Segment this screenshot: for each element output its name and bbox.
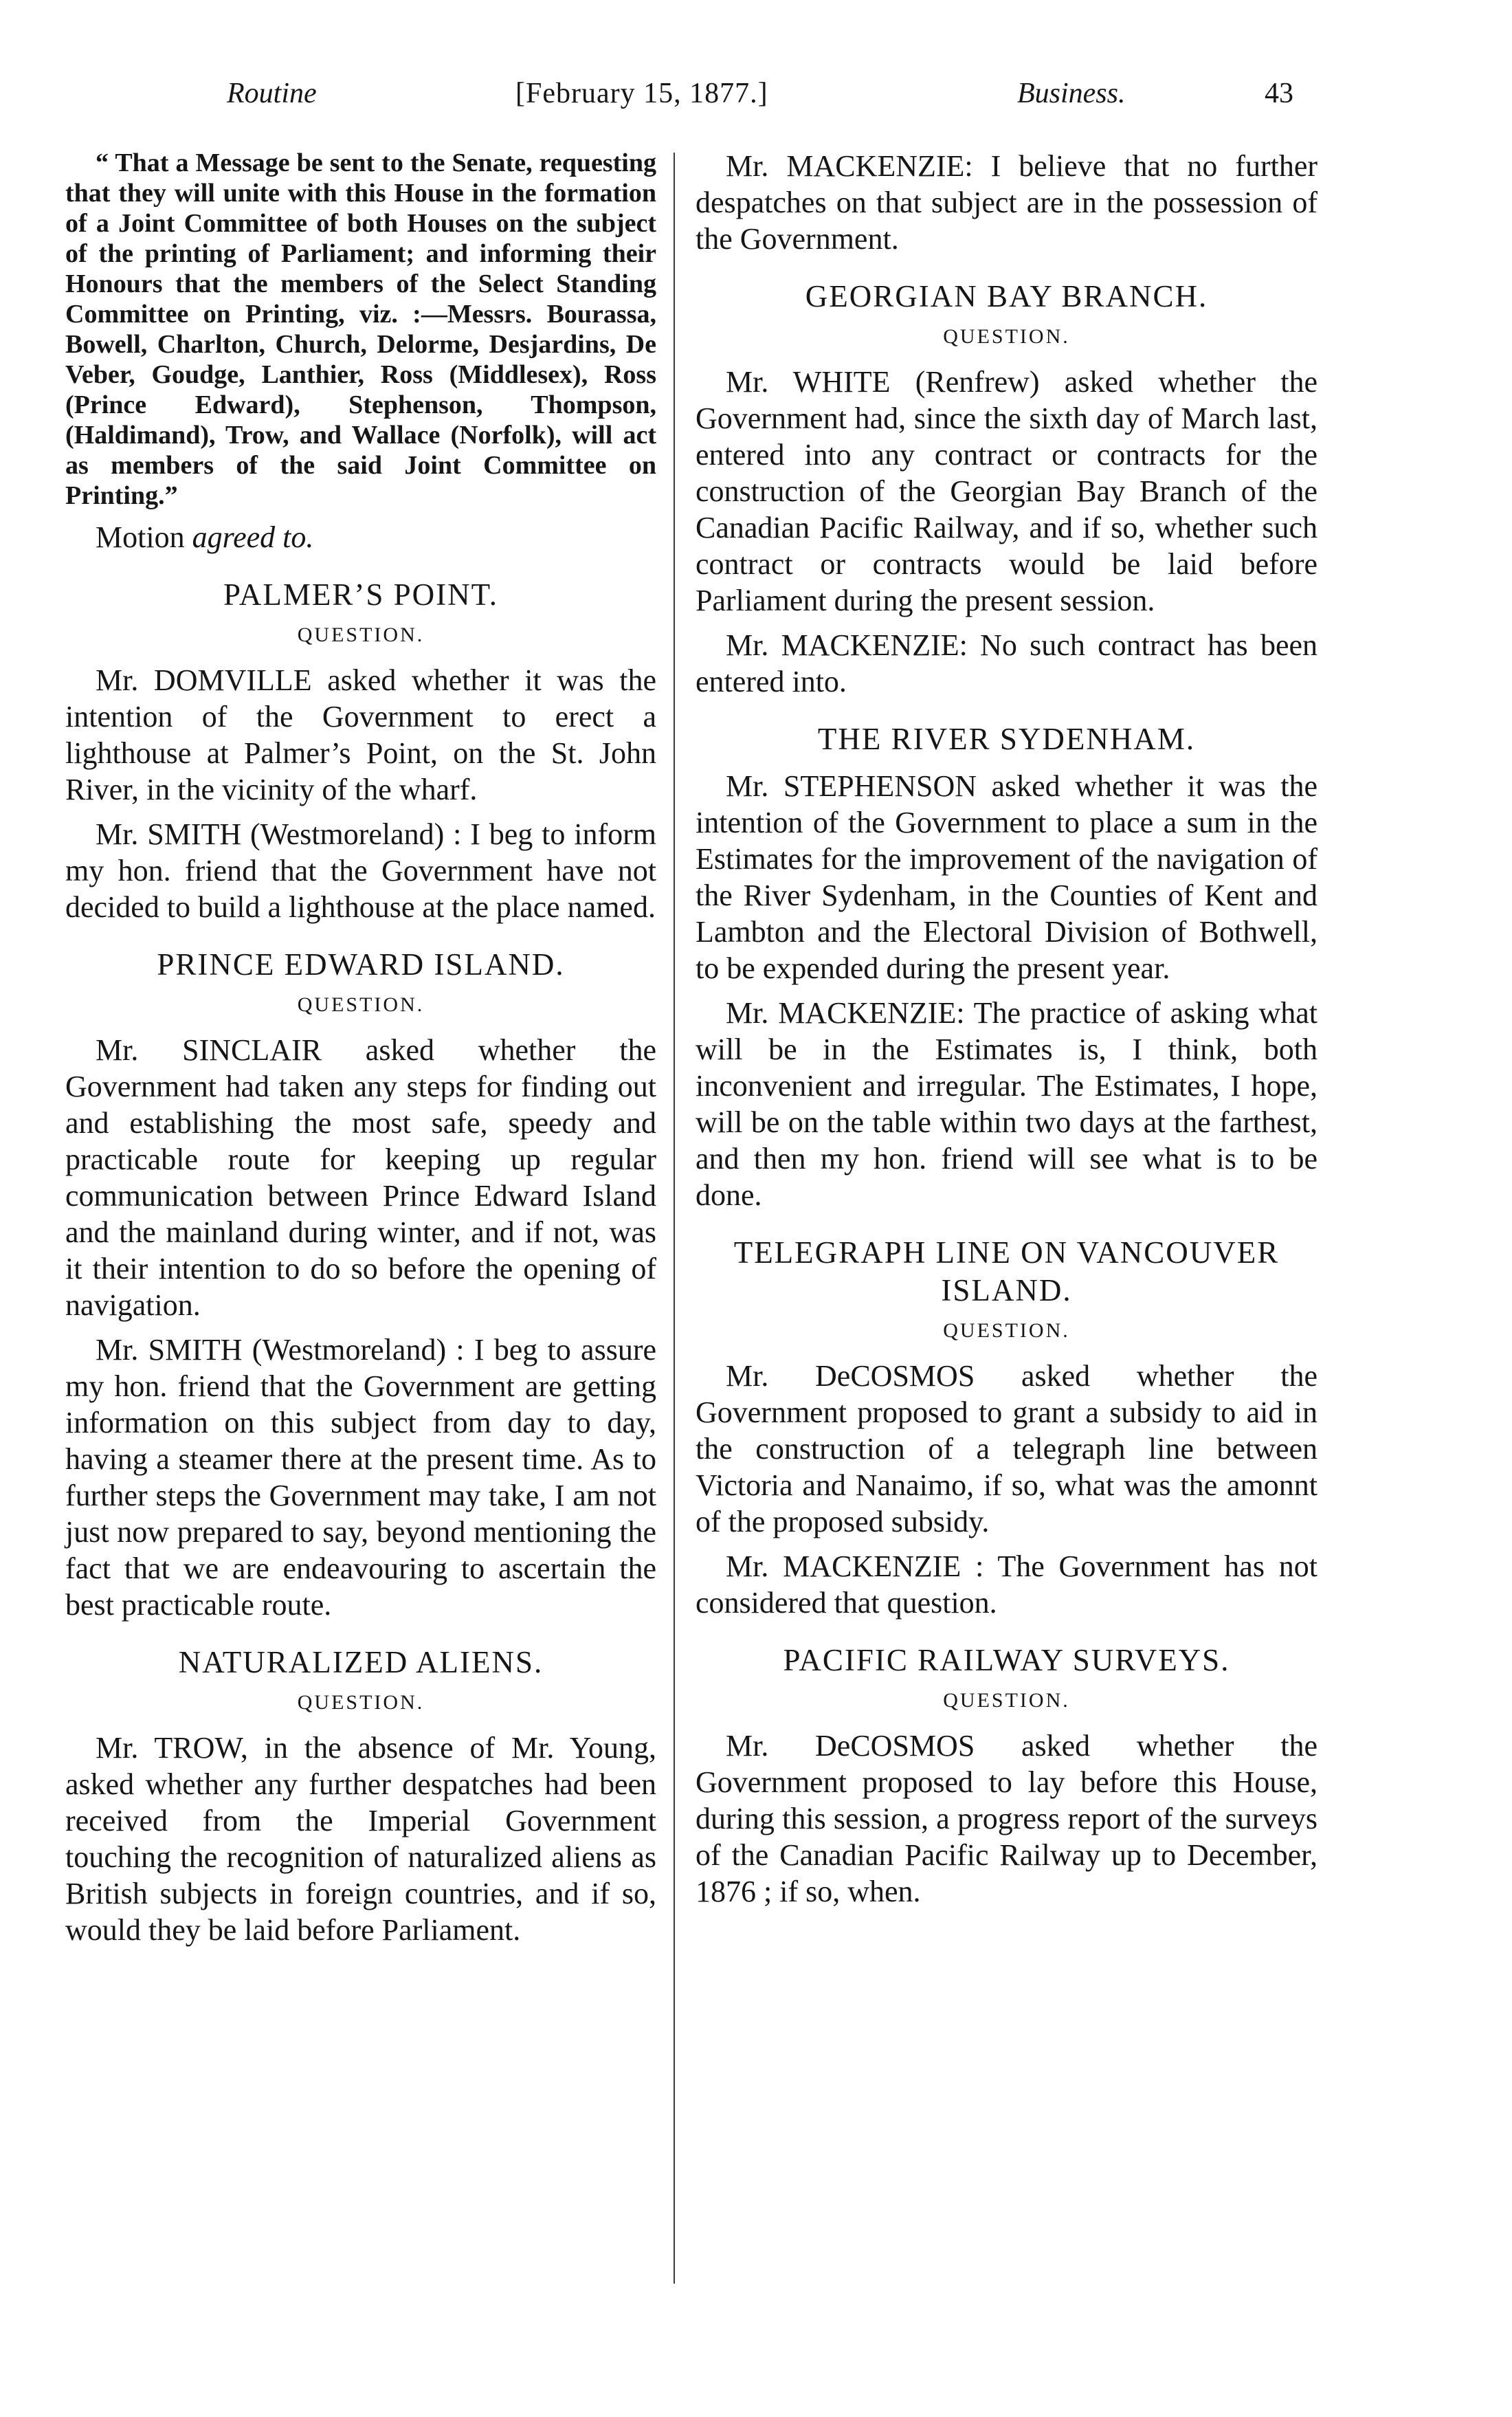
paragraph: Mr. SMITH (Westmoreland) : I beg to assure my hon. friend that the Government are getting information on this subject from day to day, having a steamer there at the present time. As to further steps the Government may take, I am not just now prepared to say, beyond mentioning the fact that we are endeavouring to ascertain the best practicable route. xyxy=(65,1333,656,1622)
running-header xyxy=(227,77,1326,125)
section-heading: NATURALIZED ALIENS. xyxy=(178,1645,544,1679)
section-telegraph-line xyxy=(696,1234,1318,1621)
paragraph: Mr. DeCOSMOS asked whether the Government proposed to grant a subsidy to aid in the construction of a telegraph line between Victoria and Nanaimo, if so, what was the amonnt of the proposed subsidy. xyxy=(696,1359,1318,1538)
paragraph: Mr. MACKENZIE: No such contract has been entered into. xyxy=(696,628,1318,698)
section-subheading: QUESTION. xyxy=(943,325,1070,348)
section-subheading: QUESTION. xyxy=(297,1691,425,1714)
header-right: Business. xyxy=(1017,78,1126,109)
section-subheading: QUESTION. xyxy=(297,623,425,646)
paragraph: Mr. DeCOSMOS asked whether the Government proposed to lay before this House, during this session, a progress report of the surveys of the Canadian Pacific Railway up to December, 1876 ; if so, when. xyxy=(696,1729,1318,1908)
paragraph: Mr. WHITE (Renfrew) asked whether the Government had, since the sixth day of March last, entered into any contract or contracts for the construction of the Georgian Bay Branch of the Canadian Pacific Railway, and if so, whether such contract or contracts would be laid before Parliament during the present session. xyxy=(696,365,1318,617)
section-pacific-railway-surveys xyxy=(696,1642,1318,1910)
motion-text: “ That a Message be sent to the Senate, requesting that they will unite with this House in the formation of a Joint Committee of both Houses on the subject of the printing of Parliament; and informing their Honours that the members of the Select Standing Committee on Printing, viz. :—Messrs. Bourassa, Bowell, Charlton, Church, Delorme, Desjardins, De Veber, Goudge, Lanthier, Ross (Middlesex), Ross (Prince Edward), Stephenson, Thompson, (Haldimand), Trow, and Wallace (Norfolk), will act as members of the said Joint Committee on Printing.” xyxy=(65,148,656,510)
section-subheading: QUESTION. xyxy=(943,1319,1070,1342)
section-subheading: QUESTION. xyxy=(943,1689,1070,1712)
section-palmers-point xyxy=(65,576,656,925)
motion-result: Motion agreed to. xyxy=(96,520,314,554)
paragraph: Mr. SINCLAIR asked whether the Government had taken any steps for finding out and establishing the most safe, speedy and practicable route for keeping up regular communication between Prince Edward Island and the mainland during winter, and if not, was it their intention to do so before the opening of navigation. xyxy=(65,1033,656,1322)
header-left: Routine xyxy=(227,78,317,109)
section-heading: PRINCE EDWARD ISLAND. xyxy=(157,947,565,982)
paragraph: Mr. DOMVILLE asked whether it was the intention of the Government to erect a lighthouse at Palmer’s Point, on the St. John River, in the vicinity of the wharf. xyxy=(65,663,656,806)
page-number: 43 xyxy=(1265,78,1293,109)
section-heading: GEORGIAN BAY BRANCH. xyxy=(805,279,1208,313)
section-naturalized-aliens xyxy=(65,1644,656,1948)
section-heading: PALMER’S POINT. xyxy=(223,577,499,612)
paragraph: Mr. MACKENZIE : The Government has not considered that question. xyxy=(696,1549,1318,1620)
header-date: [February 15, 1877.] xyxy=(515,78,768,109)
right-column xyxy=(696,148,1318,1918)
left-column xyxy=(65,148,656,1956)
section-subheading: QUESTION. xyxy=(297,993,425,1016)
section-heading: PACIFIC RAILWAY SURVEYS. xyxy=(783,1643,1230,1677)
section-georgian-bay-branch xyxy=(696,278,1318,700)
paragraph: Mr. STEPHENSON asked whether it was the intention of the Government to place a sum in the Estimates for the improvement of the navigation of the River Sydenham, in the Counties of Kent and Lambton and the Electoral Division of Bothwell, to be expended during the present year. xyxy=(696,769,1318,985)
column-divider xyxy=(674,153,675,2284)
section-heading: TELEGRAPH LINE ON VANCOUVER ISLAND. xyxy=(733,1235,1280,1307)
paragraph: Mr. MACKENZIE: I believe that no further despatches on that subject are in the possession of the Government. xyxy=(696,149,1318,256)
section-prince-edward-island xyxy=(65,946,656,1623)
paragraph: Mr. MACKENZIE: The practice of asking what will be in the Estimates is, I think, both inconvenient and irregular. The Estimates, I hope, will be on the table within two days at the farthest, and then my hon. friend will see what is to be done. xyxy=(696,996,1318,1212)
section-heading: THE RIVER SYDENHAM. xyxy=(817,722,1196,756)
paragraph: Mr. TROW, in the absence of Mr. Young, asked whether any further despatches had been received from the Imperial Government touching the recognition of naturalized aliens as British subjects in foreign countries, and if so, would they be laid before Parliament. xyxy=(65,1731,656,1947)
section-river-sydenham xyxy=(696,720,1318,1213)
paragraph: Mr. SMITH (Westmoreland) : I beg to inform my hon. friend that the Government have not decided to build a lighthouse at the place named. xyxy=(65,817,656,924)
